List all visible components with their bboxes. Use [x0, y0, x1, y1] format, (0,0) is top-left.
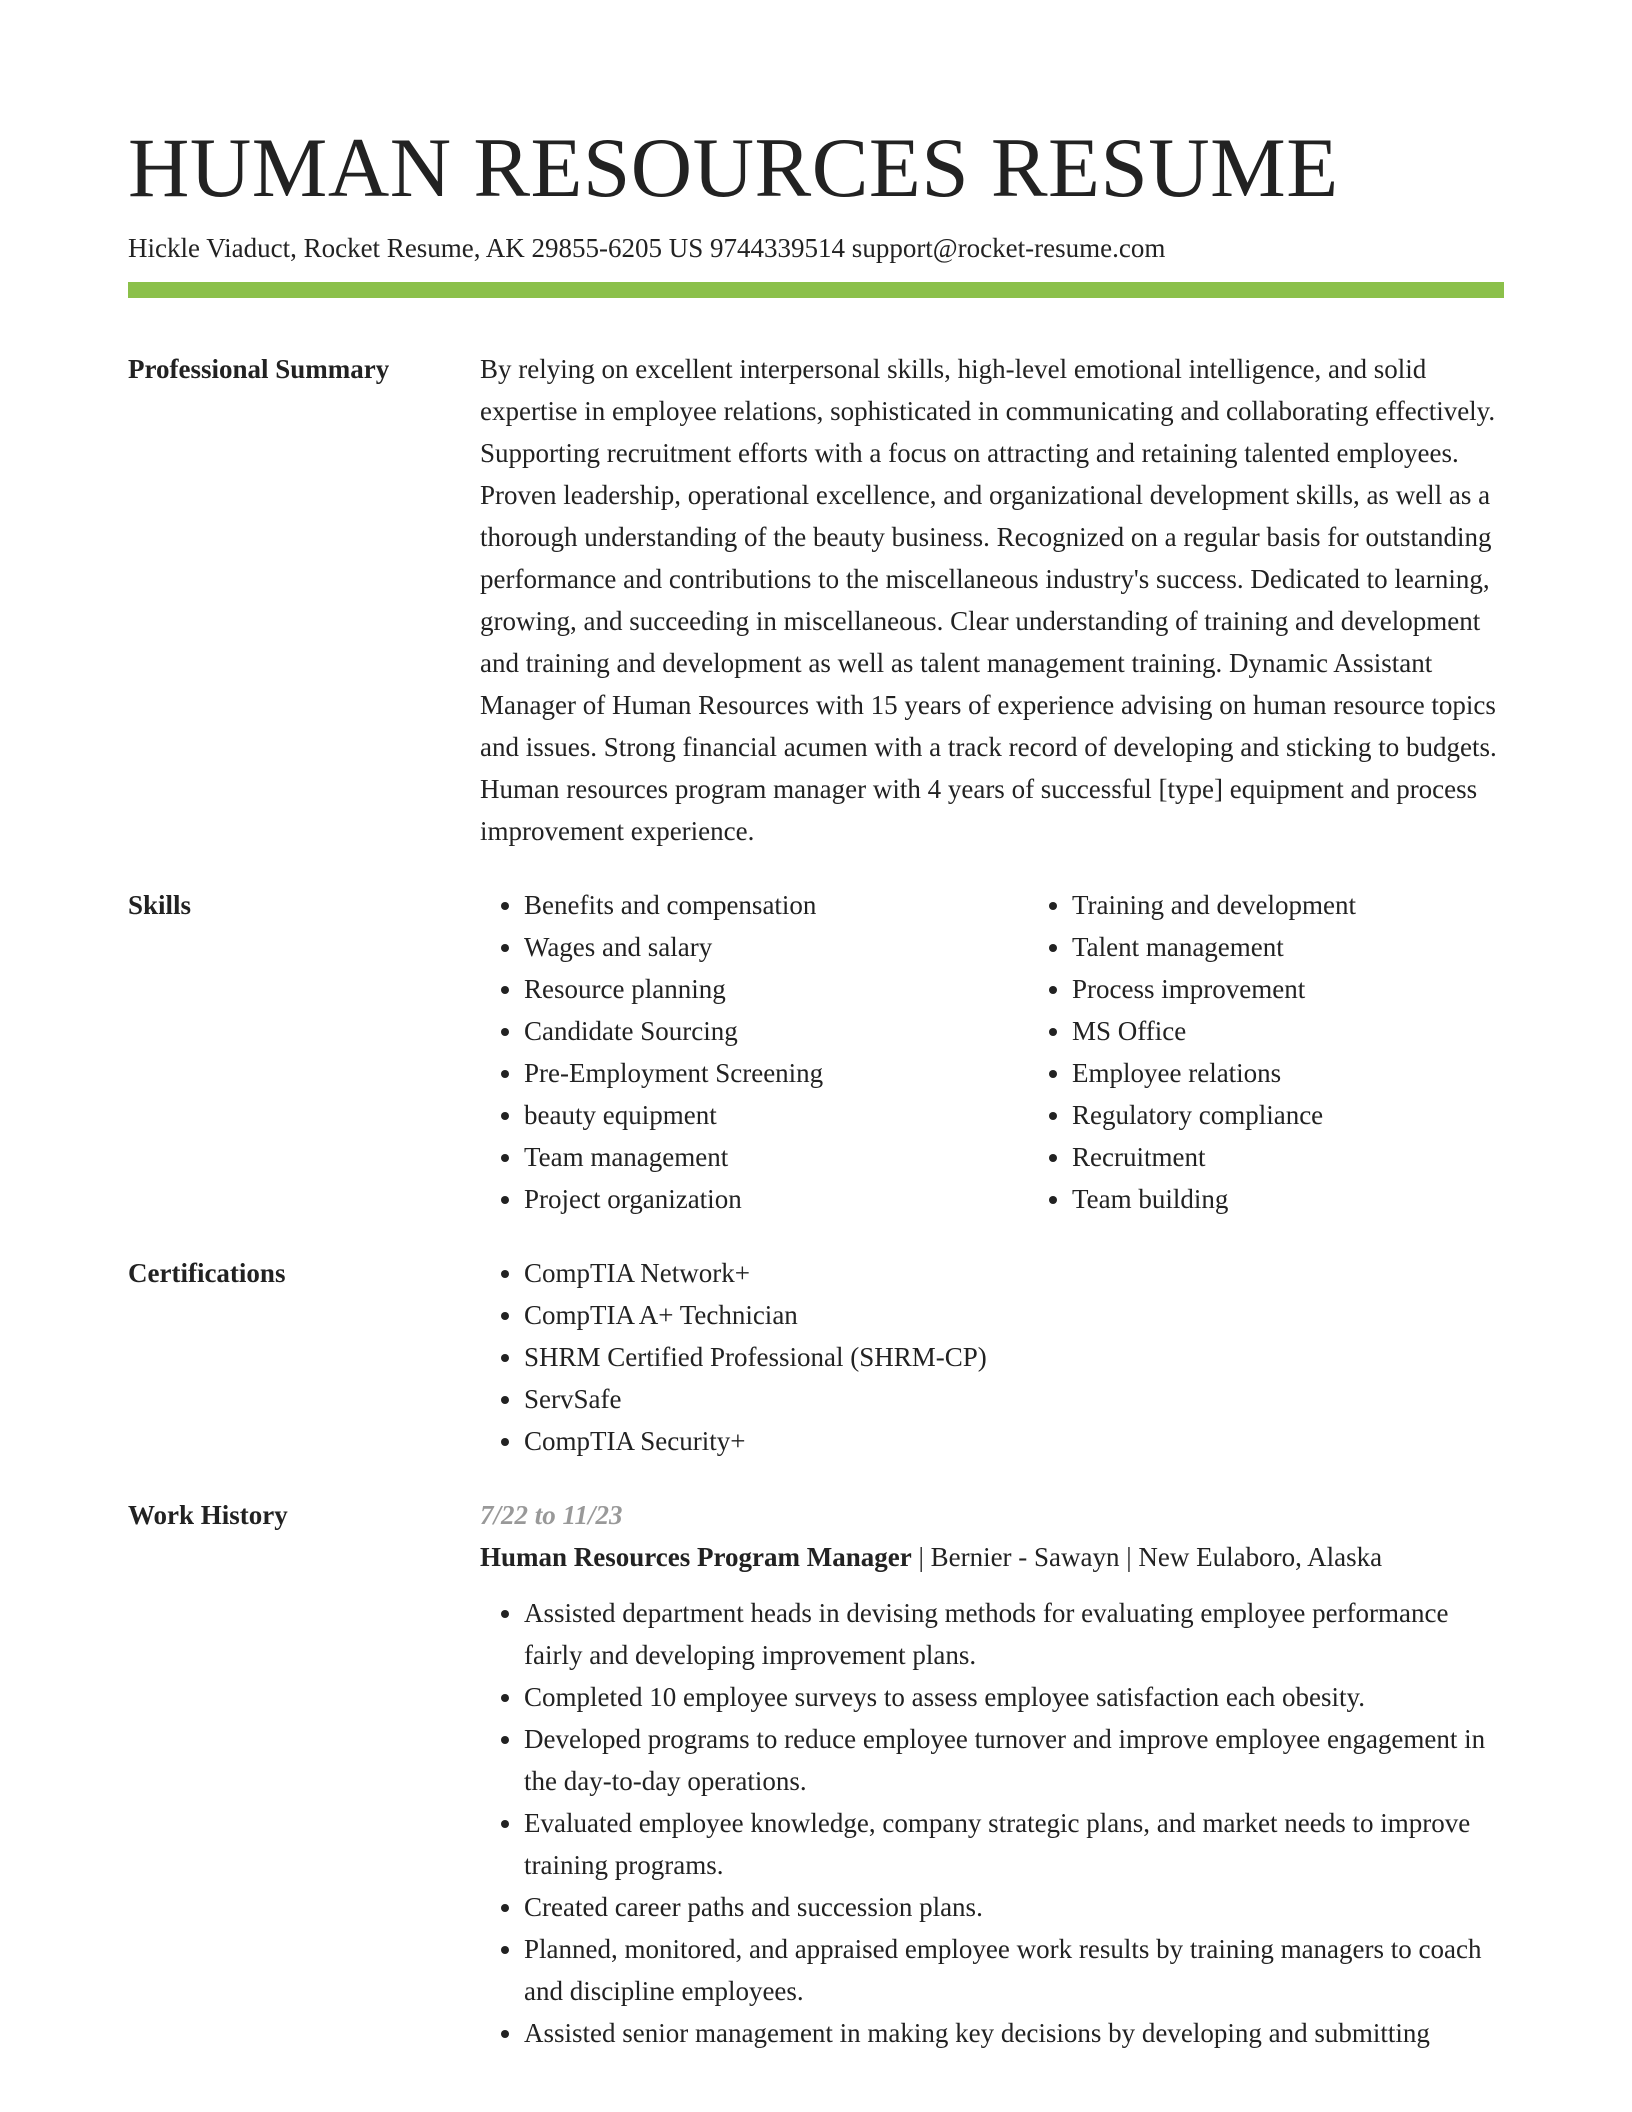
contact-line: Hickle Viaduct, Rocket Resume, AK 29855-6205 US 9744339514 support@rocket-resume.com [128, 233, 1166, 263]
skills-list-left [480, 884, 1028, 1220]
skill-item: • beauty equipment [524, 1094, 1028, 1136]
skill-item: • Benefits and compensation [524, 884, 1028, 926]
section-label-skills: Skills [128, 890, 192, 920]
certifications-body [480, 1252, 1504, 1462]
skill-item: • Training and development [1072, 884, 1576, 926]
skill-item: • Recruitment [1072, 1136, 1576, 1178]
skill-item: • Talent management [1072, 926, 1576, 968]
job-duties-list [480, 1592, 1504, 2054]
work-history-section [128, 1494, 1504, 2054]
skill-item: • MS Office [1072, 1010, 1576, 1052]
certification-item: • SHRM Certified Professional (SHRM-CP) [524, 1336, 1504, 1378]
section-label-work-history: Work History [128, 1500, 288, 1530]
professional-summary-section [128, 348, 1504, 852]
skill-item: • Team management [524, 1136, 1028, 1178]
job-duty-item: • Completed 10 employee surveys to assess employee satisfaction each obesity. [524, 1676, 1504, 1718]
skills-section [128, 884, 1504, 1220]
certification-item: • CompTIA Network+ [524, 1252, 1504, 1294]
job-dates: 7/22 to 11/23 [480, 1500, 623, 1530]
certifications-section [128, 1252, 1504, 1462]
job-duty-item: • Evaluated employee knowledge, company strategic plans, and market needs to improve training programs. [524, 1802, 1504, 1886]
work-history-body [480, 1494, 1504, 2054]
summary-body [480, 348, 1504, 852]
certification-item: • ServSafe [524, 1378, 1504, 1420]
certification-item: • CompTIA A+ Technician [524, 1294, 1504, 1336]
job-employer-location: | Bernier - Sawayn | New Eulaboro, Alaska [911, 1542, 1383, 1572]
section-label-certifications: Certifications [128, 1258, 286, 1288]
job-heading [480, 1536, 1504, 1578]
skill-item: • Pre-Employment Screening [524, 1052, 1028, 1094]
job-duty-item: • Created career paths and succession plans. [524, 1886, 1504, 1928]
job-duty-item: • Assisted department heads in devising methods for evaluating employee performance fairly and developing improvement plans. [524, 1592, 1504, 1676]
summary-text: By relying on excellent interpersonal skills, high-level emotional intelligence, and solid expertise in employee relations, sophisticated in communicating and collaborating effectively. Supporting recruitment efforts with a focus on attracting and retaining talented employees. Proven leadership, operational excellence, and organizational development skills, as well as a thorough understanding of the beauty business. Recognized on a regular basis for outstanding performance and contributions to the miscellaneous industry's success. Dedicated to learning, growing, and succeeding in miscellaneous. Clear understanding of training and development and training and development as well as talent management training. Dynamic Assistant Manager of Human Resources with 15 years of experience advising on human resource topics and issues. Strong financial acumen with a track record of developing and sticking to budgets. Human resources program manager with 4 years of successful [type] equipment and process improvement experience. [480, 354, 1497, 846]
accent-divider [128, 282, 1504, 298]
skill-item: • Candidate Sourcing [524, 1010, 1028, 1052]
skill-item: • Regulatory compliance [1072, 1094, 1576, 1136]
resume-page [128, 0, 1504, 2054]
skill-item: • Project organization [524, 1178, 1028, 1220]
skills-columns [480, 884, 1576, 1220]
section-label-summary: Professional Summary [128, 354, 390, 384]
skill-item: • Employee relations [1072, 1052, 1576, 1094]
job-duty-item: • Planned, monitored, and appraised employee work results by training managers to coach and discipline employees. [524, 1928, 1504, 2012]
job-duty-item: • Assisted senior management in making key decisions by developing and submitting [524, 2012, 1504, 2054]
job-title: Human Resources Program Manager [480, 1542, 912, 1572]
resume-title: HUMAN RESOURCES RESUME [128, 121, 1339, 215]
skill-item: • Wages and salary [524, 926, 1028, 968]
skill-item: • Resource planning [524, 968, 1028, 1010]
skill-item: • Process improvement [1072, 968, 1576, 1010]
skill-item: • Team building [1072, 1178, 1576, 1220]
certifications-list [480, 1252, 1504, 1462]
skills-list-right [1028, 884, 1576, 1220]
certification-item: • CompTIA Security+ [524, 1420, 1504, 1462]
job-duty-item: • Developed programs to reduce employee turnover and improve employee engagement in the day-to-day operations. [524, 1718, 1504, 1802]
